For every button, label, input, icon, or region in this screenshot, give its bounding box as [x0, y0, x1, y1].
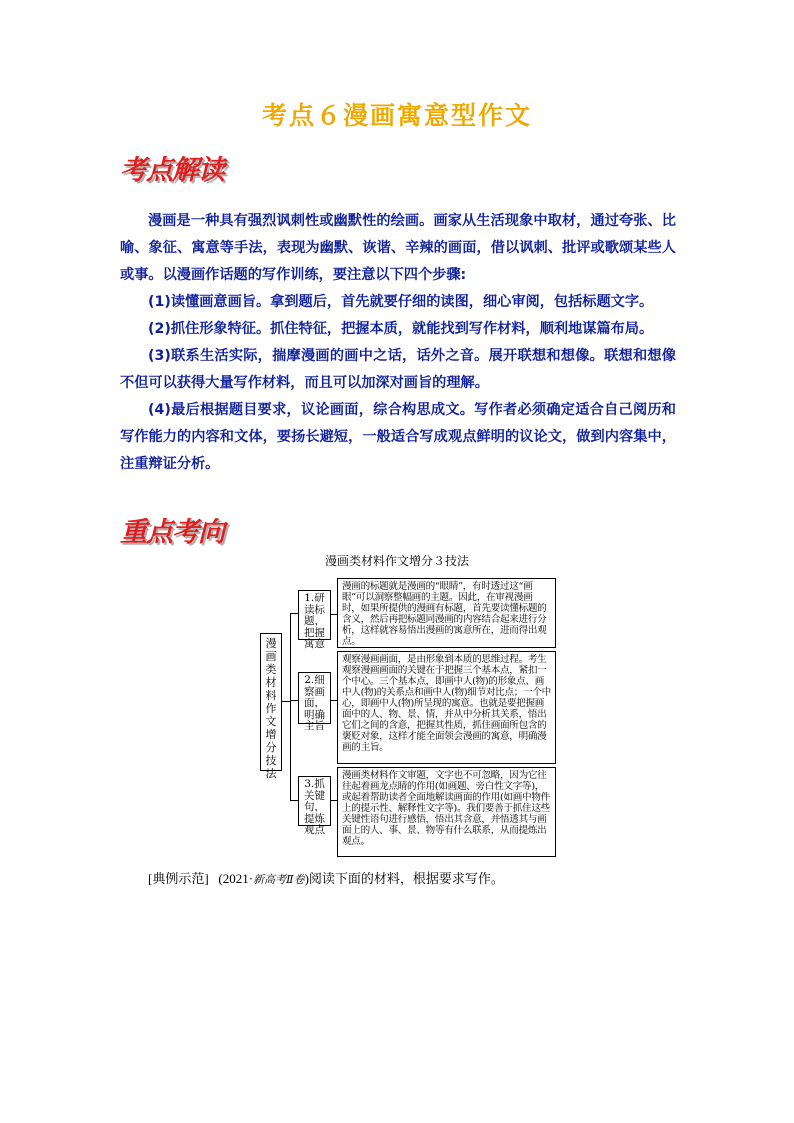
- connector: [290, 700, 298, 701]
- branch-desc-2: [337, 651, 556, 764]
- section-heading-focus: 重点考向: [120, 517, 224, 548]
- example-text: )阅读下面的材料，根据要求写作。: [304, 871, 504, 886]
- connector: [290, 800, 298, 801]
- connector: [290, 613, 298, 614]
- branch-label-text: 2.细察画面，明确主旨: [304, 674, 325, 732]
- step-4: (4)最后根据题目要求，议论画面，综合构思成文。写作者必须确定适合自己阅历和写作能力的内容和文体，要扬长避短，一般适合写成观点鲜明的议论文，做到内容集中，注重辩证分析。: [120, 402, 676, 472]
- diagram-root-label: 漫画类材料作文增分技法: [265, 637, 277, 780]
- diagram-root: [260, 633, 282, 780]
- connector: [290, 613, 291, 801]
- example-line: [148, 868, 504, 887]
- step-3: (3)联系生活实际，揣摩漫画的画中之话，话外之音。展开联想和想像。联想和想像不但可以获得大量写作材料，而且可以加深对画旨的理解。: [120, 348, 676, 391]
- intro-paragraph: 漫画是一种具有强烈讽刺性或幽默性的绘画。画家从生活现象中取材，通过夸张、比喻、象征、寓意等手法，表现为幽默、诙谐、辛辣的画面，借以讽刺、批评或歌颂某些人或事。以漫画作话题的写作训练，要注意以下四个步骤:: [120, 213, 676, 283]
- branch-desc-text: 漫画的标题就是漫画的“眼睛”，有时透过这“画眼”可以洞察整幅画的主题。因此，在审视漫画时，如果所提供的漫画有标题，首先要读懂标题的含义，然后再把标题同漫画的内容结合起来进行分析，这样就容易悟出漫画的寓意所在，进而得出观点。: [342, 581, 547, 647]
- diagram-title: 漫画类材料作文增分３技法: [324, 554, 469, 568]
- branch-desc-text: 漫画类材料作文审题，文字也不可忽略，因为它往往起着画龙点睛的作用(如画题、旁白性文字等)，或起着帮助读者全面地解读画面的作用(如画中物件上的提示性、解释性文字等)。我们要善于抓住这些关键性语句进行感悟，悟出其含意，并悟透其与画面上的人、事、景、物等有什么联系，从而提炼出观点。: [342, 770, 550, 847]
- connector: [282, 701, 290, 702]
- branch-label-text: 1.研读标题，把握寓意: [304, 592, 325, 650]
- branch-label-3: [298, 776, 331, 836]
- example-tag: [典例示范]: [148, 871, 209, 886]
- branch-label-1: [298, 590, 331, 650]
- example-year: (2021·: [218, 871, 254, 886]
- branch-desc-1: [337, 578, 556, 648]
- branch-desc-text: 观察漫画画面，是由形象到本质的思维过程。考生观察漫画画面的关键在于把握三个基本点，紧扣一个中心。三个基本点，即画中人(物)的形象点、画中人(物)的关系点和画中人(物)细节对比点；一个中心，即画中人(物)所呈现的寓意。也就是要把握画面中的人、物、景、情，并从中分析其关系，悟出它们之间的含意，把握其性质，抓住画面所包含的褒贬对象，这样才能全面领会漫画的寓意，明确漫画的主旨。: [342, 654, 551, 753]
- branch-label-text: 3.抓关键句，提炼观点: [304, 778, 325, 836]
- step-1: (1)读懂画意画旨。拿到题后，首先就要仔细的读图，细心审阅，包括标题文字。: [148, 294, 654, 310]
- page-title: 考点６漫画寓意型作文: [261, 101, 532, 130]
- step-2: (2)抓住形象特征。抓住特征，把握本质，就能找到写作材料，顺利地谋篇布局。: [148, 321, 654, 337]
- section-heading-analysis: 考点解读: [120, 155, 224, 186]
- branch-desc-3: [337, 767, 556, 857]
- branch-label-2: [298, 672, 331, 732]
- example-source: 新高考Ⅱ卷: [253, 874, 305, 886]
